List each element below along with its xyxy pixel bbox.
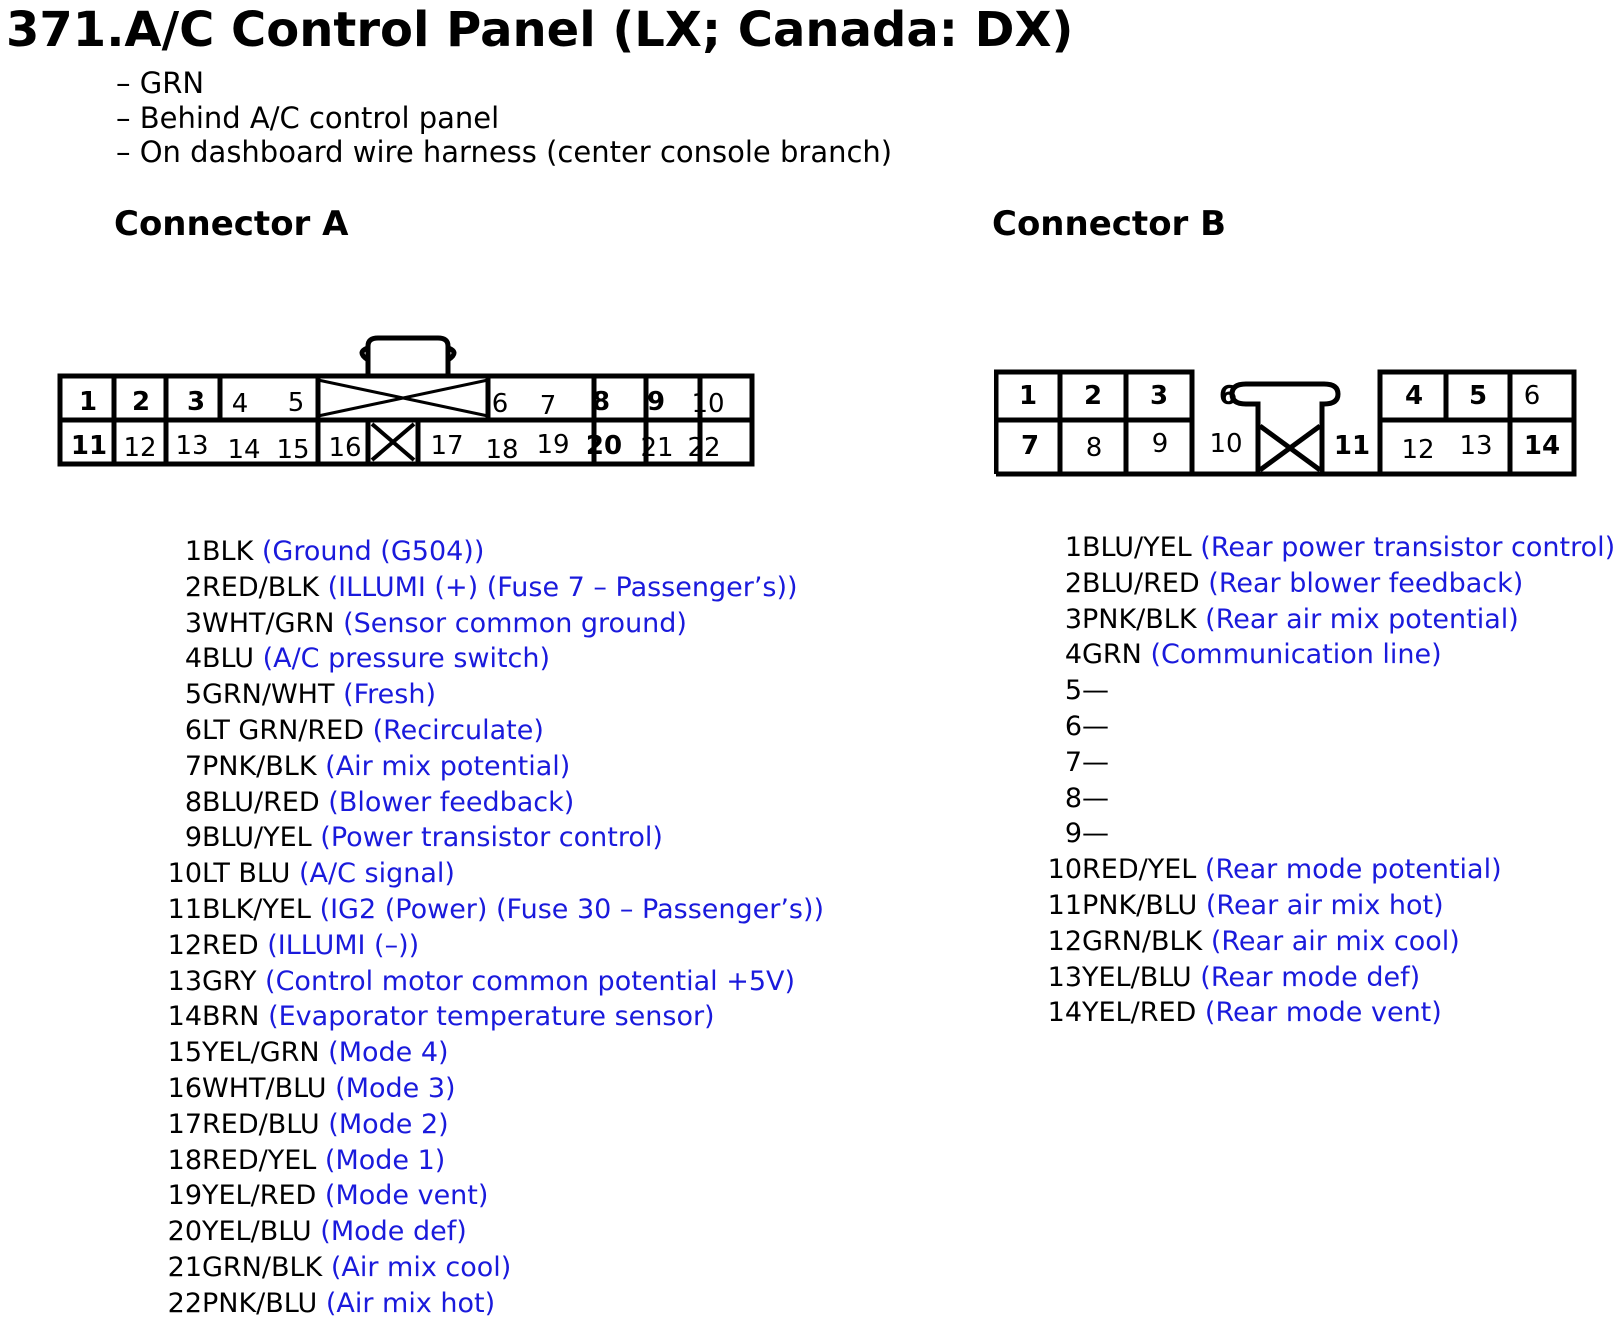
pin-row: [1040, 673, 1615, 709]
pin-row: [160, 606, 824, 642]
pin-number: 11: [167, 893, 202, 925]
connector-a-pin-label: 22: [687, 433, 721, 463]
connector-b-pin-label: 8: [1085, 433, 1103, 463]
pin-description: (Evaporator temperature sensor): [268, 1001, 715, 1033]
pin-number: 16: [167, 1072, 202, 1104]
connector-a-pin-label: 21: [640, 433, 674, 463]
pin-row: [160, 856, 824, 892]
connector-b-pin-label: 1: [1018, 381, 1038, 411]
pin-description: (Rear air mix hot): [1205, 889, 1444, 921]
pin-number: 6: [1064, 710, 1082, 742]
wire-color: WHT/BLU: [202, 1072, 327, 1104]
pin-number: 19: [167, 1180, 202, 1212]
pin-row: [160, 1286, 824, 1322]
connector-a-diagram: [56, 334, 758, 470]
pin-description: (A/C pressure switch): [262, 643, 551, 675]
pin-row: [160, 785, 824, 821]
connector-a-pin-label: 19: [536, 430, 570, 460]
pin-number: 10: [167, 858, 202, 890]
pin-row: [1040, 852, 1615, 888]
pin-description: (IG2 (Power) (Fuse 30 – Passenger’s)): [319, 893, 825, 925]
pin-row: [160, 1178, 824, 1214]
pin-description: (Ground (G504)): [261, 536, 485, 567]
pin-description: (Mode 4): [328, 1037, 449, 1069]
wire-color: BLK/YEL: [202, 893, 311, 925]
wire-color: RED/YEL: [1082, 854, 1197, 886]
connector-b-pin-label: 9: [1151, 429, 1169, 459]
connector-b-pin-label: 13: [1459, 431, 1493, 461]
wire-color: YEL/BLU: [202, 1216, 312, 1248]
pin-description: (Rear blower feedback): [1208, 567, 1524, 599]
connector-a-pin-label: 12: [123, 433, 157, 463]
connector-a-pin-label: 20: [585, 431, 623, 461]
connector-a-pin-label: 10: [691, 389, 725, 419]
pin-number: 4: [1064, 639, 1082, 671]
pin-description: (Rear mode def): [1200, 961, 1421, 993]
pin-number: 5: [1064, 675, 1082, 707]
pin-description: (Rear mode vent): [1204, 997, 1442, 1029]
wire-color: GRN/BLK: [202, 1251, 323, 1283]
wire-color: BLU/RED: [1082, 567, 1200, 599]
pin-row: [1040, 709, 1615, 745]
pin-description: (ILLUMI (–)): [267, 929, 420, 961]
wire-color: RED/BLK: [202, 571, 319, 603]
pin-description: (Mode 2): [328, 1108, 449, 1140]
connector-b-pin-label: 14: [1523, 431, 1561, 461]
wire-color: LT GRN/RED: [202, 714, 364, 746]
pin-row: [1040, 566, 1615, 602]
pin-number: 17: [167, 1108, 202, 1140]
pin-row: [1040, 924, 1615, 960]
pin-description: (Control motor common potential +5V): [265, 965, 796, 997]
wire-color: YEL/RED: [1082, 997, 1197, 1029]
pin-number: 13: [167, 965, 202, 997]
wire-color: BLU/YEL: [1082, 532, 1192, 563]
pin-row: [160, 1214, 824, 1250]
pin-description: (Rear mode potential): [1204, 854, 1502, 886]
connector-a-pin-label: 16: [328, 433, 362, 463]
pin-description: (Mode 1): [324, 1144, 446, 1176]
pin-number: 20: [167, 1216, 202, 1248]
pin-row: [160, 1035, 824, 1071]
pin-row: [1040, 960, 1615, 996]
wire-color: RED/BLU: [202, 1108, 320, 1140]
connector-b-pin-label: 10: [1209, 429, 1243, 459]
wire-color: BLK: [202, 536, 254, 567]
pin-number: 9: [1064, 818, 1082, 850]
pin-number: 22: [167, 1287, 202, 1319]
connector-a-pin-label: 5: [287, 388, 305, 418]
pin-row: [1040, 530, 1615, 566]
pin-description: (Air mix potential): [325, 750, 571, 782]
connector-b-pin-label: 5: [1468, 381, 1488, 411]
connector-a-pin-label: 8: [591, 387, 611, 417]
connector-a-pin-label: 6: [491, 389, 509, 419]
connector-a-heading: Connector A: [114, 204, 349, 244]
connector-b-pin-label: 12: [1401, 435, 1435, 465]
pin-number: 6: [184, 714, 202, 746]
pin-number: 14: [1047, 997, 1082, 1029]
pin-row: [160, 964, 824, 1000]
wire-color: PNK/BLU: [1082, 889, 1198, 921]
pin-number: 2: [184, 571, 202, 603]
pin-row: [160, 749, 824, 785]
wire-color: BRN: [202, 1001, 260, 1033]
pin-description: (Power transistor control): [320, 822, 663, 854]
pin-row: [160, 999, 824, 1035]
wire-color: PNK/BLK: [202, 750, 317, 782]
connector-b-heading: Connector B: [992, 204, 1227, 244]
pin-number: 9: [184, 822, 202, 854]
connector-b-pin-list: [1040, 530, 1615, 1031]
pin-row: [160, 1250, 824, 1286]
wire-color: GRN: [1082, 639, 1142, 671]
pin-number: 8: [1064, 782, 1082, 814]
connector-a-pin-label: 15: [276, 435, 310, 465]
pin-number: 5: [184, 679, 202, 711]
pin-row: [160, 820, 824, 856]
pin-number: 1: [1064, 532, 1082, 563]
pin-row: [160, 1143, 824, 1179]
pin-row: [1040, 781, 1615, 817]
pin-description: (Recirculate): [372, 714, 544, 746]
connector-a-pin-list: [160, 534, 824, 1322]
wire-color: BLU/YEL: [202, 822, 312, 854]
wire-color: —: [1082, 818, 1109, 850]
pin-number: 7: [184, 750, 202, 782]
pin-number: 15: [167, 1037, 202, 1069]
connector-a-pin-label: 13: [175, 431, 209, 461]
connector-b-pin-label: 3: [1149, 381, 1169, 411]
connector-b-pin-label: 7: [1020, 431, 1040, 461]
pin-number: 11: [1047, 889, 1082, 921]
connector-a-pin-label: 18: [485, 435, 519, 465]
pin-description: (Blower feedback): [328, 786, 575, 818]
pin-number: 1: [184, 536, 202, 567]
pin-description: (Mode 3): [335, 1072, 456, 1104]
connector-b-pin-label: 2: [1083, 381, 1103, 411]
wire-color: YEL/BLU: [1082, 961, 1192, 993]
pin-description: (Rear air mix cool): [1210, 925, 1460, 957]
wire-color: RED/YEL: [202, 1144, 317, 1176]
pin-number: 2: [1064, 567, 1082, 599]
wire-color: —: [1082, 675, 1109, 707]
wire-color: BLU/RED: [202, 786, 320, 818]
connector-a-pin-label: 9: [646, 387, 666, 417]
connector-harness: – On dashboard wire harness (center console branch): [116, 135, 893, 169]
connector-b-diagram: [994, 362, 1594, 480]
pin-description: (Mode vent): [324, 1180, 489, 1212]
wire-color: PNK/BLU: [202, 1287, 318, 1319]
connector-location: – Behind A/C control panel: [116, 100, 500, 135]
pin-row: [160, 713, 824, 749]
connector-b-pin-label: 11: [1333, 431, 1371, 461]
pin-row: [160, 928, 824, 964]
wire-color: RED: [202, 929, 259, 961]
wire-color: PNK/BLK: [1082, 603, 1197, 635]
connector-info: [116, 66, 892, 170]
pin-description: (Sensor common ground): [343, 607, 687, 639]
connector-a-pin-label: 2: [131, 387, 151, 417]
pin-row: [160, 641, 824, 677]
connector-a-latch: [368, 338, 448, 374]
pin-row: [1040, 816, 1615, 852]
pin-row: [1040, 888, 1615, 924]
connector-a-pin-label: 1: [78, 387, 98, 417]
pin-number: 12: [1047, 925, 1082, 957]
pin-row: [160, 534, 824, 570]
pin-row: [1040, 745, 1615, 781]
wire-color: —: [1082, 782, 1109, 814]
pin-number: 7: [1064, 746, 1082, 778]
pin-row: [160, 1071, 824, 1107]
pin-row: [1040, 995, 1615, 1031]
wire-color: YEL/GRN: [202, 1037, 320, 1069]
connector-b-pin-label: 6: [1218, 381, 1238, 411]
pin-description: (Mode def): [320, 1216, 467, 1248]
wire-color: —: [1082, 746, 1109, 778]
connector-a-pin-label: 3: [186, 387, 206, 417]
pin-description: (Air mix cool): [330, 1251, 512, 1283]
pin-number: 3: [1064, 603, 1082, 635]
connector-a-pin-label: 7: [539, 391, 557, 421]
pin-number: 8: [184, 786, 202, 818]
connector-a-pin-label: 14: [227, 435, 261, 465]
pin-row: [160, 570, 824, 606]
wire-color: —: [1082, 710, 1109, 742]
wire-color: BLU: [202, 643, 254, 675]
pin-row: [1040, 637, 1615, 673]
wire-color: GRY: [202, 965, 257, 997]
pin-row: [160, 677, 824, 713]
connector-b-pin-label: 6: [1523, 381, 1541, 411]
pin-description: (Rear power transistor control): [1200, 532, 1616, 563]
connector-a-pin-label: 4: [231, 389, 249, 419]
wire-color: GRN/WHT: [202, 679, 335, 711]
connector-color: – GRN: [116, 66, 205, 100]
pin-row: [160, 892, 824, 928]
connector-b-pin-label: 4: [1404, 381, 1424, 411]
pin-number: 14: [167, 1001, 202, 1033]
pin-description: (Rear air mix potential): [1205, 603, 1519, 635]
connector-a-pin-label: 11: [70, 431, 108, 461]
wire-color: YEL/RED: [202, 1180, 317, 1212]
pin-description: (Fresh): [343, 679, 436, 711]
pin-number: 10: [1047, 854, 1082, 886]
pin-description: (Communication line): [1150, 639, 1442, 671]
pin-number: 21: [167, 1251, 202, 1283]
pin-description: (ILLUMI (+) (Fuse 7 – Passenger’s)): [327, 571, 798, 603]
pin-description: (A/C signal): [298, 858, 455, 890]
pin-number: 3: [184, 607, 202, 639]
wire-color: LT BLU: [202, 858, 291, 890]
pin-number: 4: [184, 643, 202, 675]
pin-number: 18: [167, 1144, 202, 1176]
pin-description: (Air mix hot): [325, 1287, 496, 1319]
pin-number: 13: [1047, 961, 1082, 993]
pin-row: [160, 1107, 824, 1143]
connector-a-pin-label: 17: [430, 431, 464, 461]
wire-color: GRN/BLK: [1082, 925, 1203, 957]
connector-b-latch: [1232, 384, 1338, 420]
pin-row: [1040, 602, 1615, 638]
pin-number: 12: [167, 929, 202, 961]
page-title: 371.A/C Control Panel (LX; Canada: DX): [6, 2, 1074, 58]
wire-color: WHT/GRN: [202, 607, 335, 639]
